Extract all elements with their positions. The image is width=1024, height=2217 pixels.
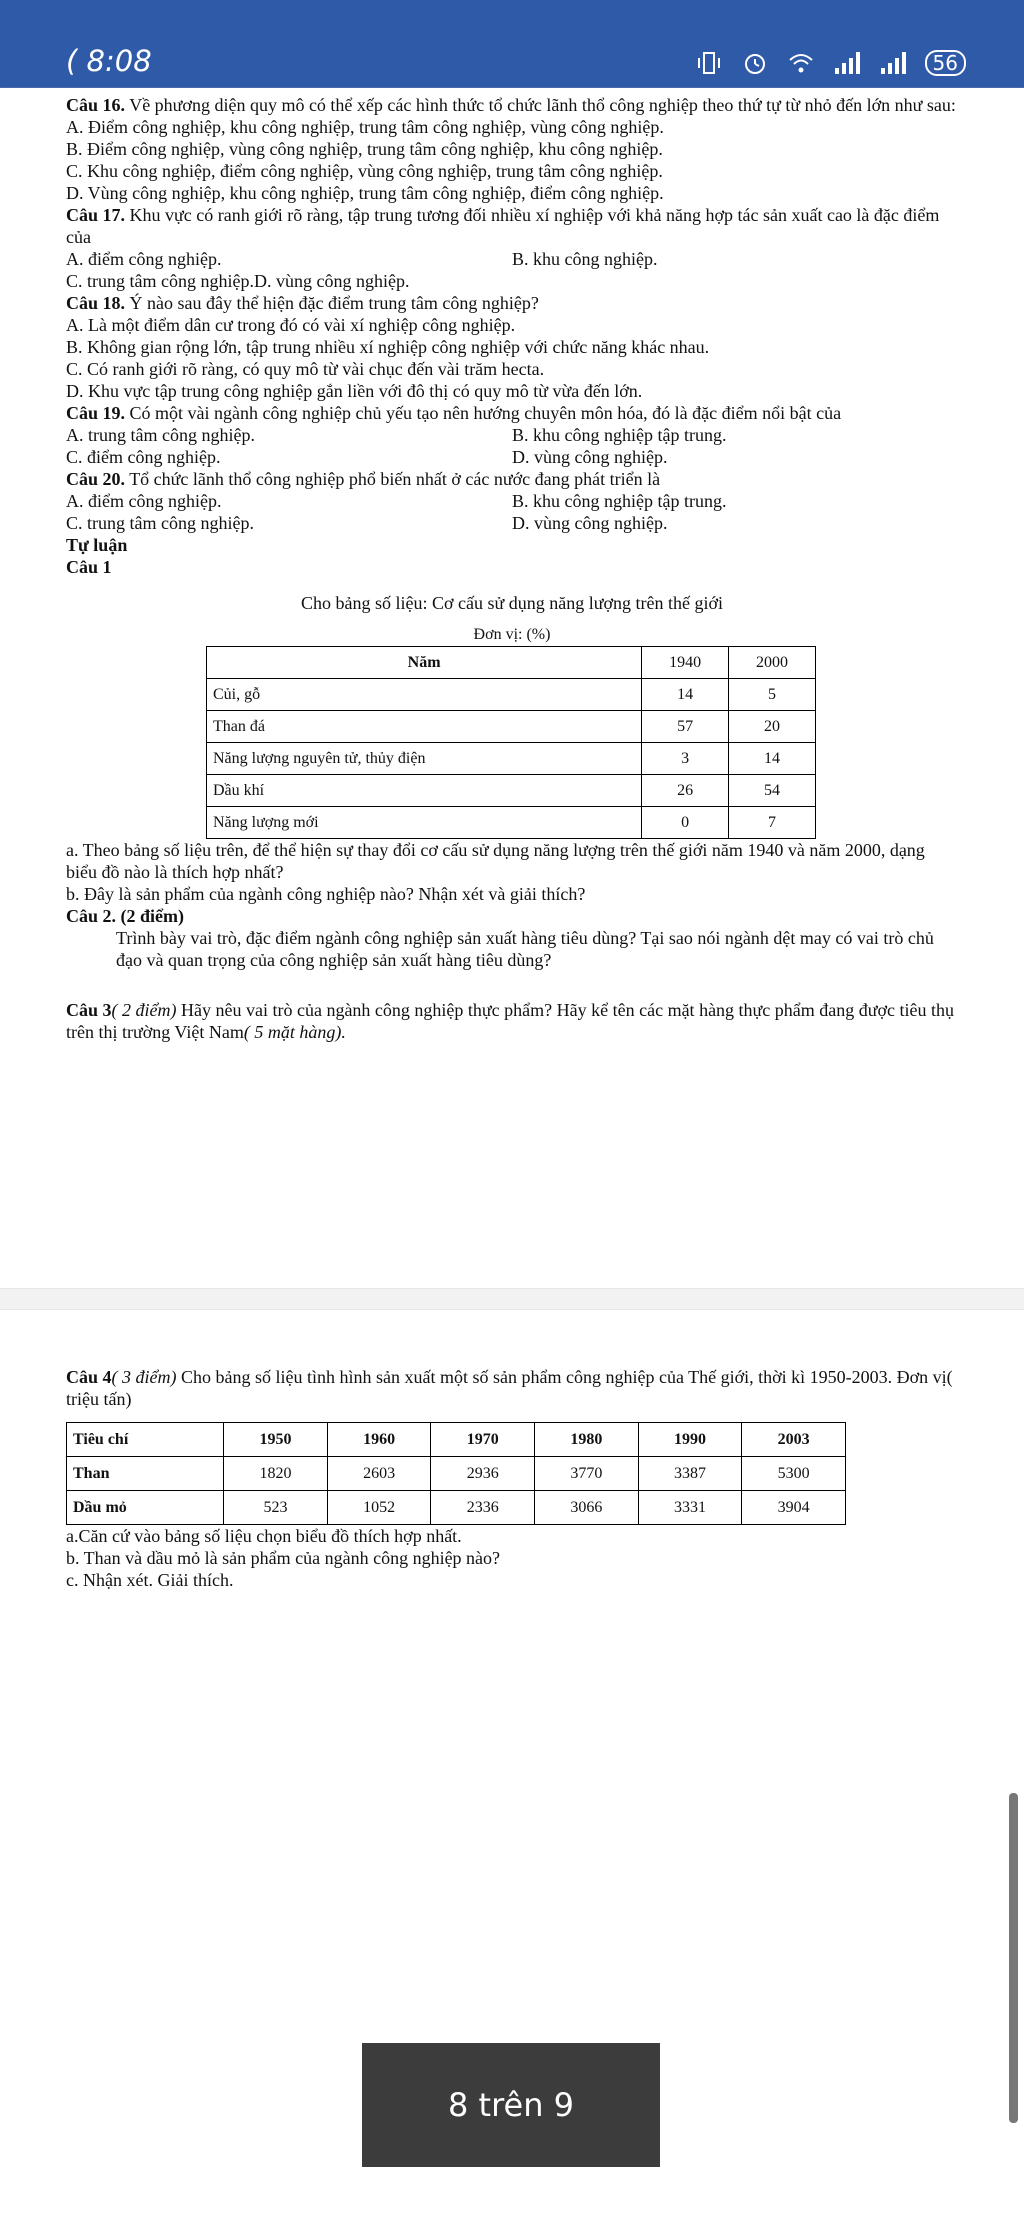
q20-option-c: C. trung tâm công nghiệp. xyxy=(66,513,254,533)
table-header-row xyxy=(207,647,816,679)
status-icons xyxy=(695,50,966,76)
table-header-cell: 1960 xyxy=(327,1423,431,1457)
battery-indicator: 56 xyxy=(925,50,966,76)
table-row xyxy=(207,679,816,711)
q18-option-d: D. Khu vực tập trung công nghiệp gắn liền với đô thị có quy mô từ vừa đến lớn. xyxy=(66,381,643,401)
table-cell: 20 xyxy=(729,711,816,743)
table-cell: 14 xyxy=(642,679,729,711)
table-cell: 1052 xyxy=(327,1491,431,1525)
table-cell: Than xyxy=(67,1457,224,1491)
table-header-cell: 2003 xyxy=(742,1423,846,1457)
table-cell: 0 xyxy=(642,807,729,839)
table-cell: 3066 xyxy=(535,1491,639,1525)
energy-structure-table xyxy=(206,646,816,839)
table-cell: 3331 xyxy=(638,1491,742,1525)
q20-option-d: D. vùng công nghiệp. xyxy=(512,513,668,533)
table-cell: 2336 xyxy=(431,1491,535,1525)
table-cell: 54 xyxy=(729,775,816,807)
q18-option-a: A. Là một điểm dân cư trong đó có vài xí nghiệp công nghiệp. xyxy=(66,315,516,335)
table-cell: 26 xyxy=(642,775,729,807)
page2-content xyxy=(66,1366,958,1591)
q16-option-d: D. Vùng công nghiệp, khu công nghiệp, trung tâm công nghiệp, điểm công nghiệp. xyxy=(66,183,664,203)
q20-options-row1 xyxy=(66,490,958,512)
vibrate-icon xyxy=(695,50,723,76)
question-1b: b. Đây là sản phẩm của ngành công nghiệp nào? Nhận xét và giải thích? xyxy=(66,884,586,904)
q19-options-row2 xyxy=(66,446,958,468)
question-4c: c. Nhận xét. Giải thích. xyxy=(66,1570,234,1590)
table-cell: 14 xyxy=(729,743,816,775)
table-cell: 1820 xyxy=(224,1457,328,1491)
table-header-cell: Năm xyxy=(207,647,642,679)
question-1a: a. Theo bảng số liệu trên, để thể hiện sự thay đổi cơ cấu sử dụng năng lượng trên thế giới năm 1940 và năm 2000, dạng biểu đồ nào là thích hợp nhất? xyxy=(66,840,925,882)
table-cell: Củi, gỗ xyxy=(207,679,642,711)
alarm-icon xyxy=(741,50,769,76)
q17-option-a: A. điểm công nghiệp. xyxy=(66,249,222,269)
table-cell: Năng lượng nguyên tử, thủy điện xyxy=(207,743,642,775)
q18-option-c: C. Có ranh giới rõ ràng, có quy mô từ vài chục đến vài trăm hecta. xyxy=(66,359,545,379)
essay-question-1: Câu 1 xyxy=(66,557,112,577)
question-20: Câu 20. Tổ chức lãnh thổ công nghiệp phổ biến nhất ở các nước đang phát triển là xyxy=(66,469,661,489)
table-row xyxy=(67,1491,846,1525)
table-cell: 5 xyxy=(729,679,816,711)
essay-question-2: Câu 2. (2 điểm) xyxy=(66,906,184,926)
table-header-cell: 2000 xyxy=(729,647,816,679)
question-18: Câu 18. Ý nào sau đây thể hiện đặc điểm trung tâm công nghiệp? xyxy=(66,293,539,313)
q20-option-a: A. điểm công nghiệp. xyxy=(66,491,222,511)
table-header-cell: Tiêu chí xyxy=(67,1423,224,1457)
table-cell: 2603 xyxy=(327,1457,431,1491)
page-indicator[interactable]: 8 trên 9 xyxy=(362,2043,660,2167)
table-row xyxy=(207,807,816,839)
table1-title: Cho bảng số liệu: Cơ cấu sử dụng năng lượng trên thế giới xyxy=(300,593,723,613)
signal-icon xyxy=(833,50,861,76)
q19-option-d: D. vùng công nghiệp. xyxy=(512,447,668,467)
status-time: ( 8:08 xyxy=(66,44,152,78)
table-cell: 3770 xyxy=(535,1457,639,1491)
table-header-cell: 1950 xyxy=(224,1423,328,1457)
table-cell: 2936 xyxy=(431,1457,535,1491)
question-16: Câu 16. Về phương diện quy mô có thể xếp các hình thức tổ chức lãnh thổ công nghiệp theo thứ tự từ nhỏ đến lớn như sau: xyxy=(66,95,956,115)
q16-option-c: C. Khu công nghiệp, điểm công nghiệp, vùng công nghiệp, trung tâm công nghiệp. xyxy=(66,161,663,181)
signal-icon-2 xyxy=(879,50,907,76)
table-cell: 7 xyxy=(729,807,816,839)
table-header-cell: 1980 xyxy=(535,1423,639,1457)
table1-unit: Đơn vị: (%) xyxy=(473,626,551,643)
question-4a: a.Căn cứ vào bảng số liệu chọn biểu đồ thích hợp nhất. xyxy=(66,1526,462,1546)
table-cell: 5300 xyxy=(742,1457,846,1491)
q17-options-row xyxy=(66,248,958,270)
table-cell: Dầu mỏ xyxy=(67,1491,224,1525)
q17-option-cd: C. trung tâm công nghiệp.D. vùng công nghiệp. xyxy=(66,271,410,291)
table-cell: 3387 xyxy=(638,1457,742,1491)
status-bar xyxy=(0,0,1024,88)
page1-content xyxy=(66,94,958,1043)
table-row xyxy=(67,1457,846,1491)
wifi-icon xyxy=(787,50,815,76)
table-cell: 3 xyxy=(642,743,729,775)
table-header-row xyxy=(67,1423,846,1457)
table-row xyxy=(207,743,816,775)
q16-option-a: A. Điểm công nghiệp, khu công nghiệp, trung tâm công nghiệp, vùng công nghiệp. xyxy=(66,117,664,137)
q18-option-b: B. Không gian rộng lớn, tập trung nhiều xí nghiệp công nghiệp với chức năng khác nhau. xyxy=(66,337,710,357)
q19-option-c: C. điểm công nghiệp. xyxy=(66,447,221,467)
q19-option-b: B. khu công nghiệp tập trung. xyxy=(512,425,727,445)
table-header-cell: 1970 xyxy=(431,1423,535,1457)
essay-question-4: Câu 4( 3 điểm) Cho bảng số liệu tình hình sản xuất một số sản phẩm công nghiệp của Thế giới, thời kì 1950-2003. Đơn vị( triệu tấn) xyxy=(66,1367,953,1409)
q17-option-b: B. khu công nghiệp. xyxy=(512,249,658,269)
table-header-cell: 1990 xyxy=(638,1423,742,1457)
vertical-scrollbar[interactable] xyxy=(1009,1793,1018,2123)
section-heading-essay: Tự luận xyxy=(66,535,128,555)
table-cell: Than đá xyxy=(207,711,642,743)
essay-question-3: Câu 3( 2 điểm) Hãy nêu vai trò của ngành công nghiệp thực phẩm? Hãy kể tên các mặt hàng thực phẩm đang được tiêu thụ trên thị trường Việt Nam( 5 mặt hàng). xyxy=(66,1000,955,1042)
table-cell: Năng lượng mới xyxy=(207,807,642,839)
document-page-1 xyxy=(0,88,1024,1288)
q20-options-row2 xyxy=(66,512,958,534)
table-row xyxy=(207,711,816,743)
q20-option-b: B. khu công nghiệp tập trung. xyxy=(512,491,727,511)
question-17: Câu 17. Khu vực có ranh giới rõ ràng, tập trung tương đối nhiều xí nghiệp với khả năng hợp tác sản xuất cao là đặc điểm của xyxy=(66,205,940,247)
table-cell: 57 xyxy=(642,711,729,743)
q19-option-a: A. trung tâm công nghiệp. xyxy=(66,425,255,445)
table-cell: 3904 xyxy=(742,1491,846,1525)
q16-option-b: B. Điểm công nghiệp, vùng công nghiệp, trung tâm công nghiệp, khu công nghiệp. xyxy=(66,139,663,159)
table-cell: Dầu khí xyxy=(207,775,642,807)
table-header-cell: 1940 xyxy=(642,647,729,679)
q19-options-row1 xyxy=(66,424,958,446)
table-cell: 523 xyxy=(224,1491,328,1525)
question-2-text: Trình bày vai trò, đặc điểm ngành công nghiệp sản xuất hàng tiêu dùng? Tại sao nói ngành dệt may có vai trò chủ đạo và quan trọng của công nghiệp sản xuất hàng tiêu dùng? xyxy=(116,928,934,970)
question-19: Câu 19. Có một vài ngành công nghiệp chủ yếu tạo nên hướng chuyên môn hóa, đó là đặc điểm nổi bật của xyxy=(66,403,842,423)
table-row xyxy=(207,775,816,807)
question-4b: b. Than và dầu mỏ là sản phẩm của ngành công nghiệp nào? xyxy=(66,1548,501,1568)
industrial-production-table xyxy=(66,1422,846,1525)
